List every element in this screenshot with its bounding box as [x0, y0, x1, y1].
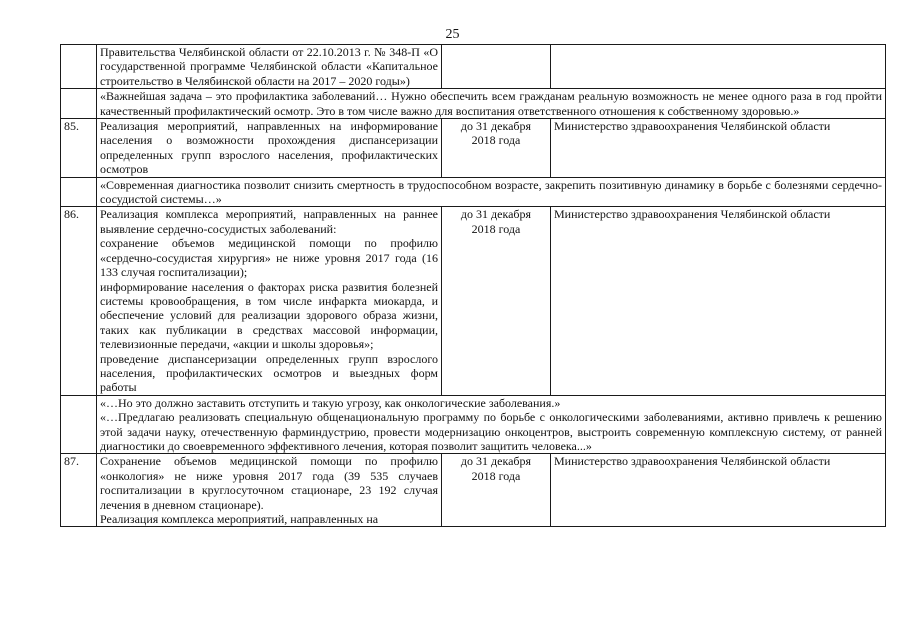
activity-paragraph: проведение диспансеризации определенных групп взрослого населения, профилактических осмотров и выездных форм работы	[100, 351, 438, 395]
quote-oncology-line-2: «…Предлагаю реализовать специальную общенациональную программу по борьбе с онкологическими заболеваниями, активно привлечь к решению этой задачи науку, отечественную фарминдустрию, провести модернизацию онкоцентров, выстроить современную комплексную систему, от ранней диагностики до своевременного эффективного лечения, которая позволит защитить человека...»	[100, 410, 882, 453]
activity-cell	[97, 207, 442, 395]
row-number: 86.	[61, 207, 97, 395]
activity-cell	[97, 454, 442, 527]
activity-paragraph: Сохранение объемов медицинской помощи по профилю «онкология» не ниже уровня 2017 года (39 535 случаев госпитализации в круглосуточном стационаре, 23 192 случая лечения в дневном стационаре).	[100, 454, 438, 512]
table-row	[61, 207, 886, 395]
deadline-line-2: 2018 года	[471, 468, 521, 483]
page-number: 25	[445, 27, 460, 42]
quote-prevention: «Важнейшая задача – это профилактика заболеваний… Нужно обеспечить всем гражданам реальную возможность не менее одного раза в год пройти качественный профилактический осмотр. Это в том числе важно для воспитания ответственного отношения к собственному здоровью.»	[97, 89, 886, 119]
responsible-text: Министерство здравоохранения Челябинской области	[554, 207, 831, 222]
deadline-line-1: до 31 декабря	[460, 207, 532, 222]
activity-cell: Правительства Челябинской области от 22.10.2013 г. № 348-П «О государственной программе Челябинской области «Капитальное строительство в Челябинской области на 2017 – 2020 годы»)	[97, 45, 442, 89]
row-number: 85.	[61, 119, 97, 178]
responsible-cell	[551, 45, 886, 89]
quote-diagnostics: «Современная диагностика позволит снизить смертность в трудоспособном возрасте, закрепить позитивную динамику в борьбе с болезнями сердечно-сосудистой системы…»	[97, 177, 886, 207]
responsible-text: Министерство здравоохранения Челябинской области	[554, 454, 831, 469]
row-number: 87.	[61, 454, 97, 527]
row-number-cell	[61, 45, 97, 89]
table-row	[61, 454, 886, 527]
quote-row	[61, 177, 886, 207]
responsible-cell	[551, 207, 886, 395]
deadline-line-2: 2018 года	[471, 133, 521, 148]
responsible-text: Министерство здравоохранения Челябинской области	[554, 119, 831, 134]
responsible-cell	[551, 119, 886, 178]
quote-oncology-line-1: «…Но это должно заставить отступить и такую угрозу, как онкологические заболевания.»	[100, 395, 561, 410]
deadline-line-1: до 31 декабря	[460, 454, 532, 469]
responsible-cell	[551, 454, 886, 527]
quote-spacer-cell	[61, 89, 97, 119]
activity-paragraph: информирование населения о факторах риска развития болезней системы кровообращения, в том числе инфаркта миокарда, и обеспечение условий для реализации здорового образа жизни, таких как публикации в средствах массовой информации, телевизионные передачи, «акции и школы здоровья»;	[100, 279, 438, 352]
quote-oncology	[97, 395, 886, 454]
activity-paragraph: Реализация комплекса мероприятий, направленных на	[100, 512, 379, 526]
activity-paragraph: сохранение объемов медицинской помощи по профилю «сердечно-сосудистая хирургия» не ниже уровня 2017 года (16 133 случая госпитализации);	[100, 236, 438, 280]
quote-row	[61, 395, 886, 454]
activity-cell: Реализация мероприятий, направленных на информирование населения о возможности прохождения диспансеризации определенных групп взрослого населения, профилактических осмотров	[97, 119, 442, 178]
table-row	[61, 45, 886, 89]
quote-row	[61, 89, 886, 119]
action-plan-table	[60, 44, 886, 527]
deadline-line-2: 2018 года	[471, 221, 521, 236]
deadline-cell	[442, 45, 551, 89]
quote-spacer-cell	[61, 177, 97, 207]
deadline-cell	[442, 119, 551, 178]
deadline-cell	[442, 454, 551, 527]
activity-paragraph: Реализация комплекса мероприятий, направленных на раннее выявление сердечно-сосудистых заболеваний:	[100, 207, 438, 236]
table-row	[61, 119, 886, 178]
quote-spacer-cell	[61, 395, 97, 454]
deadline-line-1: до 31 декабря	[460, 119, 532, 134]
deadline-cell	[442, 207, 551, 395]
